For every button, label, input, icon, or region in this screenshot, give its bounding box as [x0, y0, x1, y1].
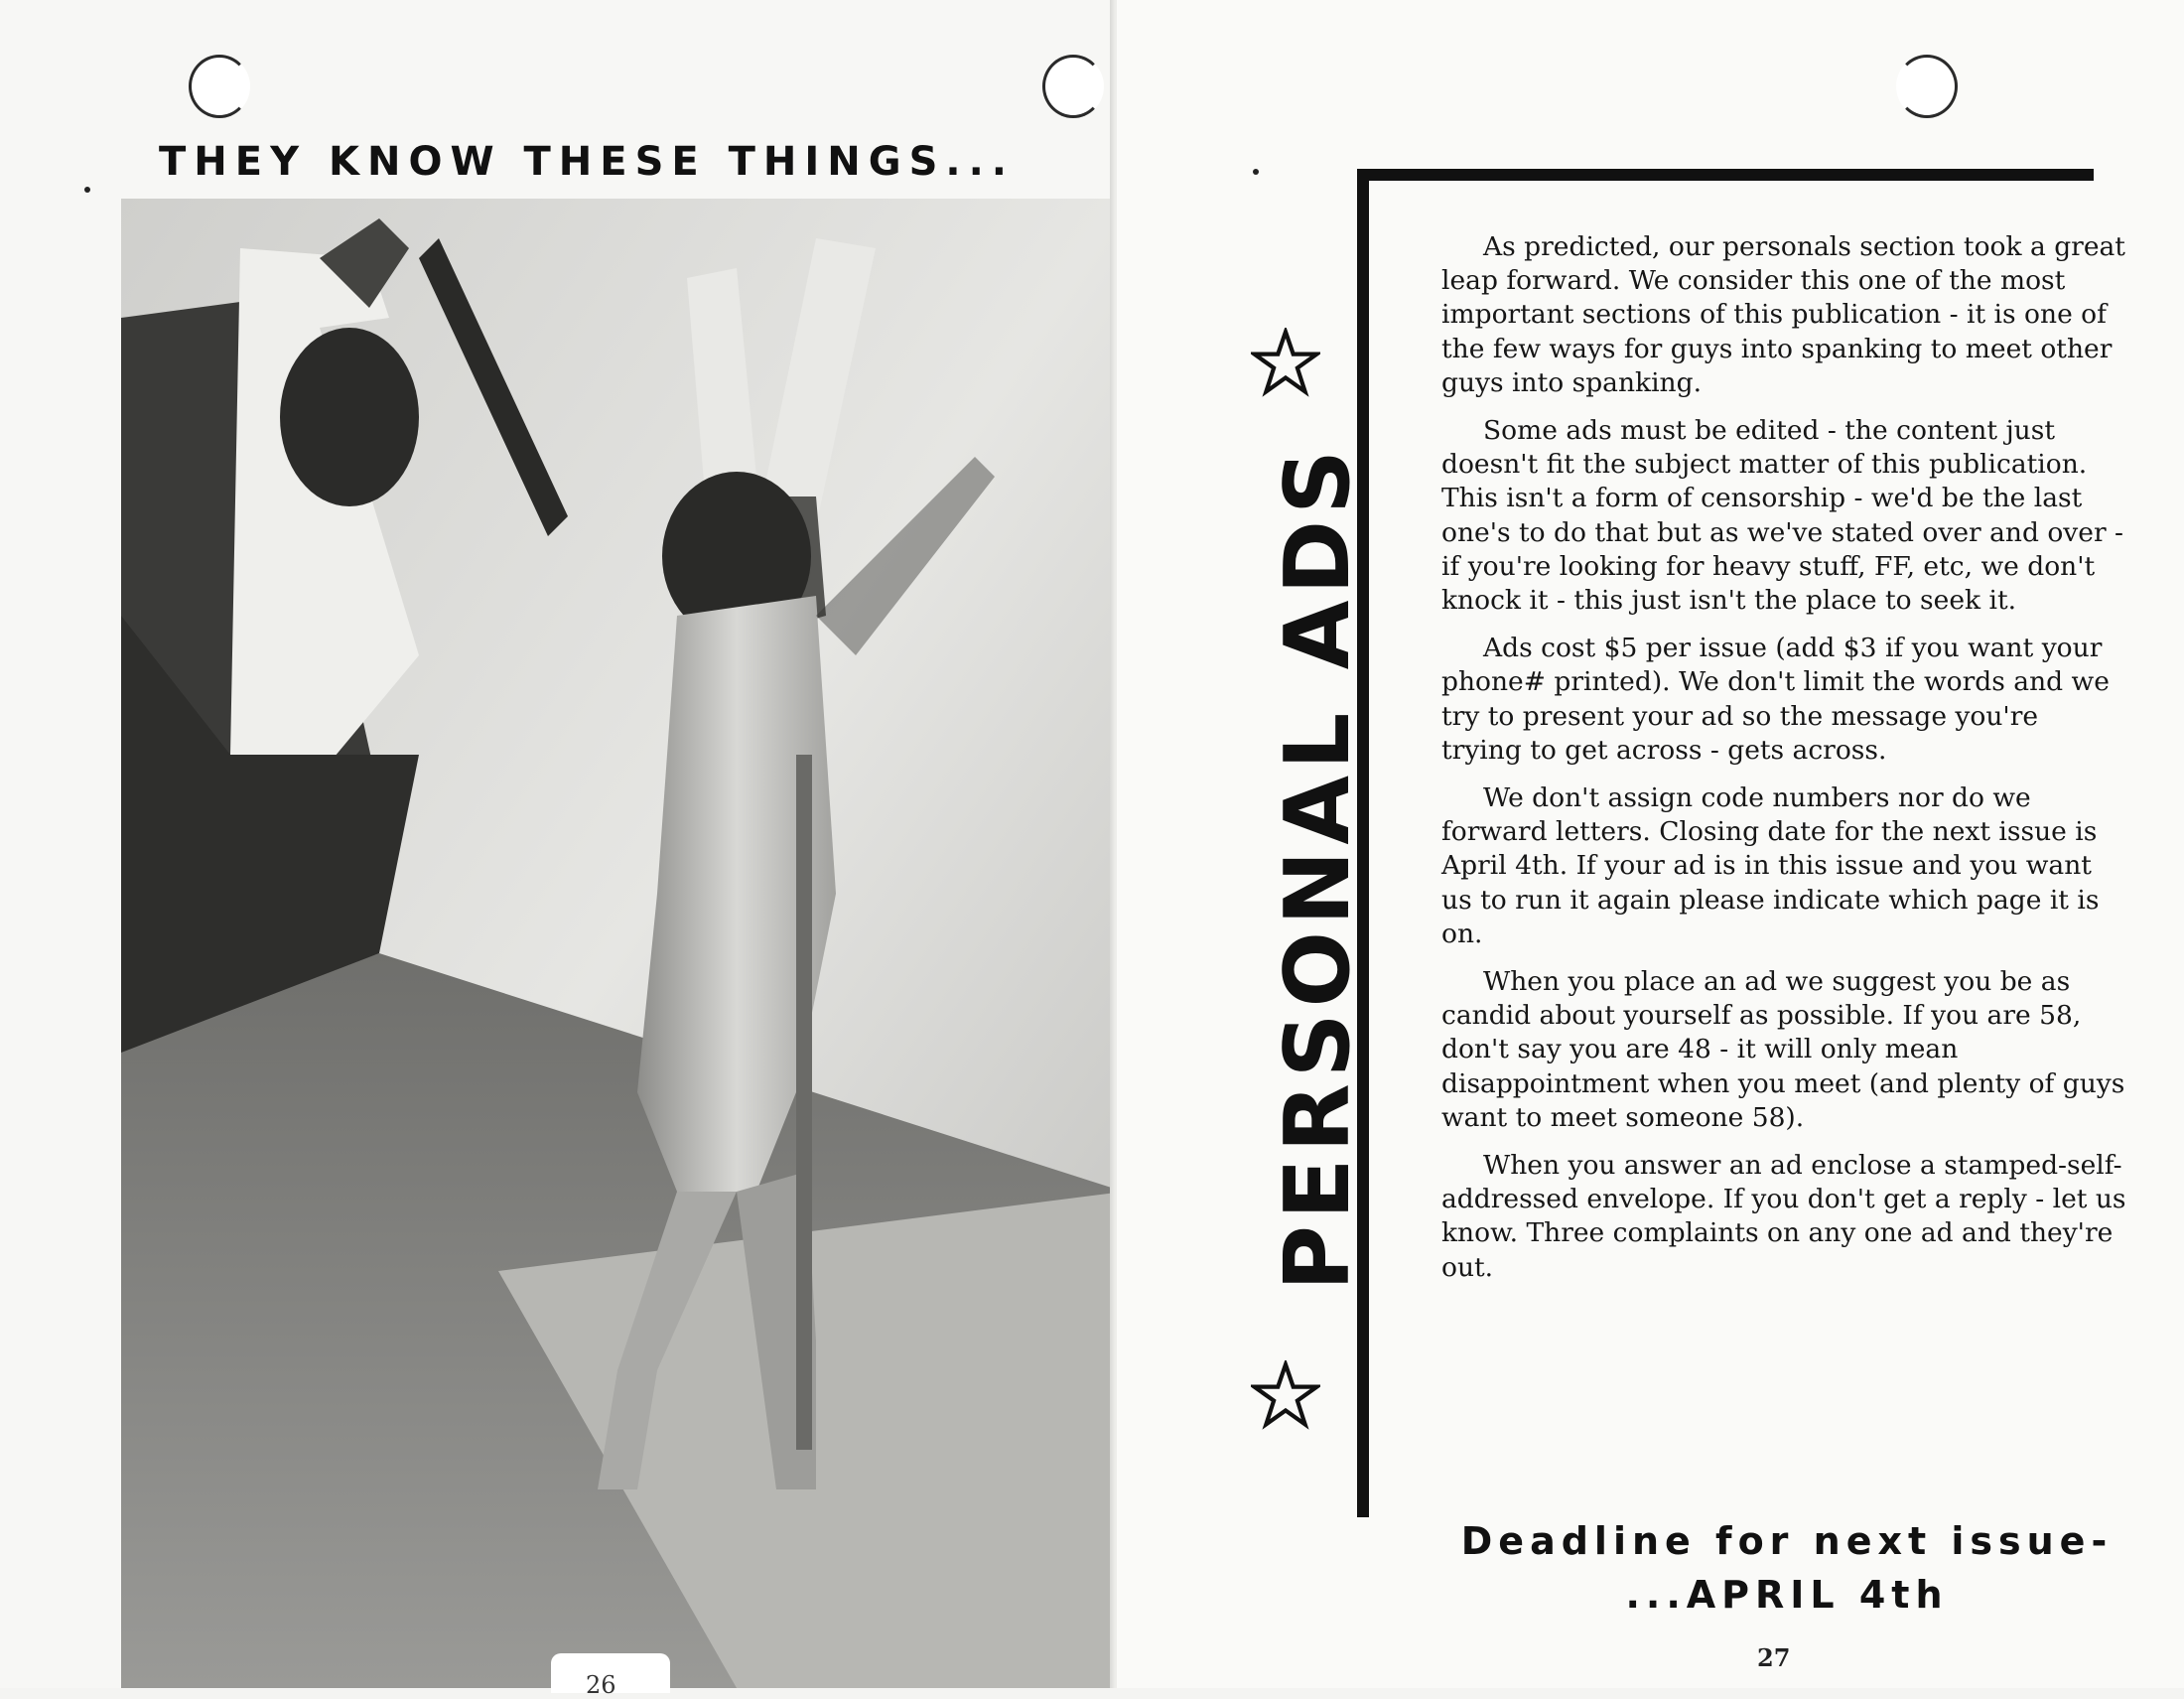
article-paragraph: We don't assign code numbers nor do we forward letters. Closing date for the next issue is April 4th. If your ad is in this issue and you want us to run it again please indicate which page it is on.	[1441, 782, 2100, 949]
personal-ads-article	[1441, 230, 2126, 1299]
speck	[1253, 169, 1259, 175]
article-paragraph: Ads cost $5 per issue (add $3 if you want your phone# printed). We don't limit the words and we try to present your ad so the message you're trying to get across - gets across.	[1441, 633, 2110, 766]
punch-hole	[1042, 55, 1104, 118]
deadline-notice	[1415, 1514, 2159, 1622]
left-page-heading: THEY KNOW THESE THINGS...	[159, 139, 1015, 185]
punch-hole	[1896, 55, 1958, 118]
speck	[84, 187, 90, 193]
frame-top-rule	[1357, 169, 2094, 181]
article-paragraph: When you place an ad we suggest you be as candid about yourself as possible. If you are 58, don't say you are 48 - it will only mean disappointment when you meet (and plenty of guys want to meet someone 58).	[1441, 966, 2125, 1133]
deadline-line-2: ...APRIL 4th	[1625, 1573, 1949, 1617]
star-icon	[1251, 328, 1320, 397]
left-page-number: 26	[586, 1671, 616, 1699]
punch-hole	[189, 55, 250, 118]
right-page-number: 27	[1757, 1643, 1791, 1672]
deadline-line-1: Deadline for next issue-	[1460, 1519, 2114, 1563]
star-icon	[1251, 1360, 1320, 1430]
article-paragraph: Some ads must be edited - the content just doesn't fit the subject matter of this publication. This isn't a form of censorship - we'd be the last one's to do that but as we've stated over and over - if you're looking for heavy stuff, FF, etc, we don't knock it - this just isn't the place to seek it.	[1441, 415, 2123, 617]
article-paragraph: As predicted, our personals section took a great leap forward. We consider this one of the most important sections of this publication - it is one of the few ways for guys into spanking to meet other guys into spanking.	[1441, 231, 2125, 398]
article-paragraph: When you answer an ad enclose a stamped-self-addressed envelope. If you don't get a reply - let us know. Three complaints on any one ad and they're out.	[1441, 1150, 2126, 1283]
personal-ads-title: PERSONAL ADS	[1266, 444, 1370, 1291]
halftone-photograph	[121, 199, 1124, 1688]
